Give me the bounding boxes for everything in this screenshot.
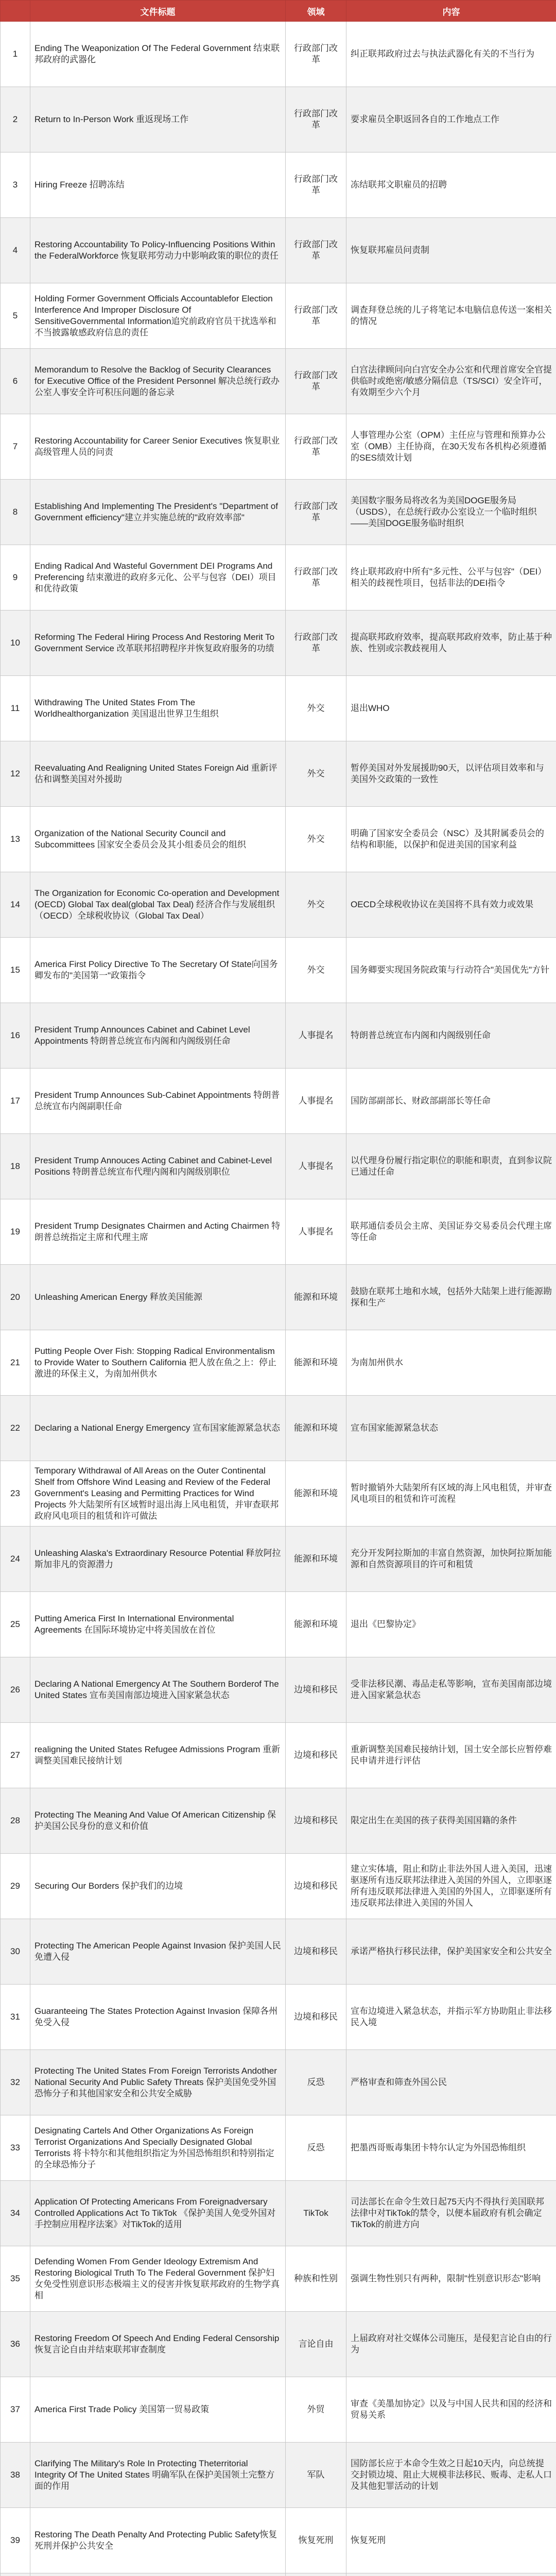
row-domain: 行政部门改革 (286, 545, 346, 611)
row-index: 31 (1, 1985, 30, 2050)
row-content: 建立实体墙，阻止和防止非法外国人进入美国，迅速驱逐所有违反联邦法律进入美国的外国人，立即驱逐所有违反联邦法律进入美国的外国人，立即驱逐所有违反联邦法律进入美国的外国人 (346, 1854, 556, 1919)
table-row (1, 1265, 556, 1330)
row-content: 要求雇员全职返回各自的工作地点工作 (346, 87, 556, 152)
row-domain: 外交 (286, 676, 346, 741)
row-index: 34 (1, 2181, 30, 2246)
row-index: 26 (1, 1657, 30, 1723)
table-row (1, 938, 556, 1003)
row-title: Unleashing American Energy 释放美国能源 (30, 1265, 286, 1330)
row-index: 25 (1, 1592, 30, 1657)
row-index: 30 (1, 1919, 30, 1985)
row-index: 9 (1, 545, 30, 611)
row-index: 12 (1, 741, 30, 807)
row-title (30, 2573, 286, 2576)
row-content: 调查拜登总统的儿子将笔记本电脑信息传送一案相关的情况 (346, 283, 556, 349)
table-row (1, 1657, 556, 1723)
row-content: 国务卿要实现国务院政策与行动符合"美国优先"方针 (346, 938, 556, 1003)
header-index (1, 1, 30, 22)
row-domain: 边境和移民 (286, 1854, 346, 1919)
row-domain: 外交 (286, 741, 346, 807)
row-domain: 能源和环境 (286, 1396, 346, 1461)
row-domain: 能源和环境 (286, 1265, 346, 1330)
table-row (1, 2246, 556, 2312)
row-content: 暂停美国对外发展援助90天，以评估项目效率和与美国外交政策的一致性 (346, 741, 556, 807)
row-title: Guaranteeing The States Protection Against Invasion 保障各州免受入侵 (30, 1985, 286, 2050)
row-title: Ending The Weaponization Of The Federal Government 结束联邦政府的武器化 (30, 22, 286, 87)
row-title: Temporary Withdrawal of All Areas on the Outer Continental Shelf from Offshore Wind Leasing and Review of the Federal Government's Leasing and Permitting Practices for Wind Projects 外大陆架所有区域暂时退出海上风电租赁，并审查联邦政府风电项目的租赁和许可做法 (30, 1461, 286, 1527)
row-domain: 边境和移民 (286, 1657, 346, 1723)
row-title: Restoring The Death Penalty And Protecting Public Safety恢复死刑并保护公共安全 (30, 2508, 286, 2573)
table-row (1, 1199, 556, 1265)
row-title: President Trump Announces Sub-Cabinet Appointments 特朗普总统宣布内阁副职任命 (30, 1069, 286, 1134)
row-domain: 外贸 (286, 2377, 346, 2443)
row-content: 以代理身份履行指定职位的职能和职责，直到参议院已通过任命 (346, 1134, 556, 1199)
row-content: 国防部长应于本命令生效之日起10天内，向总统提交封锁边境、阻止大规模非法移民、贩毒、走私人口及其他犯罪活动的计划 (346, 2443, 556, 2508)
row-content: 恢复死刑 (346, 2508, 556, 2573)
row-domain: 恢复死刑 (286, 2508, 346, 2573)
row-domain: 军队 (286, 2443, 346, 2508)
row-index: 38 (1, 2443, 30, 2508)
row-title: Withdrawing The United States From The Worldhealthorganization 美国退出世界卫生组织 (30, 676, 286, 741)
row-content: 重新调整美国难民接纳计划，国土安全部长应暂停难民申请并进行评估 (346, 1723, 556, 1788)
row-index: 20 (1, 1265, 30, 1330)
row-domain: 人事提名 (286, 1069, 346, 1134)
row-title: Protecting The American People Against Invasion 保护美国人民免遭入侵 (30, 1919, 286, 1985)
row-index: 3 (1, 152, 30, 218)
table-row (1, 2508, 556, 2573)
row-index: 24 (1, 1527, 30, 1592)
row-domain: 言论自由 (286, 2312, 346, 2377)
row-title: Return to In-Person Work 重返现场工作 (30, 87, 286, 152)
row-index: 27 (1, 1723, 30, 1788)
row-content: 恢复联邦雇员问责制 (346, 218, 556, 283)
row-index: 10 (1, 611, 30, 676)
row-domain: 行政部门改革 (286, 22, 346, 87)
row-title: The Organization for Economic Co-operation and Development (OECD) Global Tax deal(global Tax Deal) 经济合作与发展组织（OECD）全球税收协议（Global Tax Deal） (30, 872, 286, 938)
row-title: Declaring a National Energy Emergency 宣布国家能源紧急状态 (30, 1396, 286, 1461)
row-domain: 人事提名 (286, 1134, 346, 1199)
row-domain: 边境和移民 (286, 1788, 346, 1854)
row-title: Protecting The Meaning And Value Of American Citizenship 保护美国公民身份的意义和价值 (30, 1788, 286, 1854)
row-index: 13 (1, 807, 30, 872)
table-row (1, 218, 556, 283)
row-index: 23 (1, 1461, 30, 1527)
row-title: President Trump Annouces Acting Cabinet and Cabinet-Level Positions 特朗普总统宣布代理内阁和内阁级别职位 (30, 1134, 286, 1199)
row-content: 为南加州供水 (346, 1330, 556, 1396)
row-title: Putting America First In International Environmental Agreements 在国际环境协定中将美国放在首位 (30, 1592, 286, 1657)
row-domain: 能源和环境 (286, 1592, 346, 1657)
row-title: Memorandum to Resolve the Backlog of Security Clearances for Executive Office of the President Personnel 解决总统行政办公室人事安全许可积压问题的备忘录 (30, 349, 286, 414)
table-row (1, 1134, 556, 1199)
row-domain (286, 2573, 346, 2576)
table-row (1, 283, 556, 349)
row-content: 暂时撤销外大陆架所有区域的海上风电租赁，并审查风电项目的租赁和许可流程 (346, 1461, 556, 1527)
table-row (1, 1461, 556, 1527)
row-domain: 能源和环境 (286, 1330, 346, 1396)
row-index: 36 (1, 2312, 30, 2377)
row-title: Restoring Accountability To Policy-Influencing Positions Within the FederalWorkforce 恢复联邦劳动力中影响政策的职位的责任 (30, 218, 286, 283)
table-row (1, 1330, 556, 1396)
row-title: Putting People Over Fish: Stopping Radical Environmentalism to Provide Water to Southern California 把人放在鱼之上：停止激进的环保主义，为南加州供水 (30, 1330, 286, 1396)
row-domain: 能源和环境 (286, 1527, 346, 1592)
table-body (1, 22, 556, 2576)
row-index: 29 (1, 1854, 30, 1919)
row-index: 28 (1, 1788, 30, 1854)
row-index: 2 (1, 87, 30, 152)
row-content: 终止联邦政府中所有"多元性、公平与包容"（DEI）相关的歧视性项目，包括非法的DEI指令 (346, 545, 556, 611)
row-title: Application Of Protecting Americans From Foreignadversary Controlled Applications Act To TikTok 《保护美国人免受外国对手控制应用程序法案》对TikTok的适用 (30, 2181, 286, 2246)
table-row (1, 1919, 556, 1985)
row-content: 强调生物性别只有两种，限制"性别意识形态"影响 (346, 2246, 556, 2312)
row-content: 鼓励在联邦土地和水域，包括外大陆架上进行能源勘探和生产 (346, 1265, 556, 1330)
row-content (346, 2573, 556, 2576)
row-content: 冻结联邦文职雇员的招聘 (346, 152, 556, 218)
table-row (1, 545, 556, 611)
row-domain: 行政部门改革 (286, 218, 346, 283)
row-index: 1 (1, 22, 30, 87)
row-domain: 反恐 (286, 2050, 346, 2115)
row-domain: 外交 (286, 872, 346, 938)
table-row (1, 611, 556, 676)
row-title: Defending Women From Gender Ideology Extremism And Restoring Biological Truth To The Federal Government 保护妇女免受性别意识形态极端主义的侵害并恢复联邦政府的生物学真相 (30, 2246, 286, 2312)
row-title: Establishing And Implementing The President's "Department of Government efficiency"建立并实施总统的"政府效率部" (30, 480, 286, 545)
row-domain: 能源和环境 (286, 1461, 346, 1527)
table-header (1, 1, 556, 22)
row-title: America First Trade Policy 美国第一贸易政策 (30, 2377, 286, 2443)
row-title: Restoring Freedom Of Speech And Ending Federal Censorship 恢复言论自由并结束联邦审查制度 (30, 2312, 286, 2377)
row-title: Restoring Accountability for Career Senior Executives 恢复职业高级管理人员的问责 (30, 414, 286, 480)
row-domain: 人事提名 (286, 1003, 346, 1069)
row-domain: 行政部门改革 (286, 349, 346, 414)
row-index: 15 (1, 938, 30, 1003)
row-content: 限定出生在美国的孩子获得美国国籍的条件 (346, 1788, 556, 1854)
table-row (1, 152, 556, 218)
row-index: 39 (1, 2508, 30, 2573)
header-content: 内容 (346, 1, 556, 22)
row-index: 4 (1, 218, 30, 283)
table-row (1, 676, 556, 741)
row-content: 充分开发阿拉斯加的丰富自然资源，加快阿拉斯加能源和自然资源项目的许可和租赁 (346, 1527, 556, 1592)
row-content: 审查《美墨加协定》以及与中国人民共和国的经济和贸易关系 (346, 2377, 556, 2443)
row-title: Clarifying The Military's Role In Protecting Theterritorial Integrity Of The United States 明确军队在保护美国领土完整方面的作用 (30, 2443, 286, 2508)
table-row (1, 2115, 556, 2181)
row-content: 特朗普总统宣布内阁和内阁级别任命 (346, 1003, 556, 1069)
row-content: OECD全球税收协议在美国将不具有效力或效果 (346, 872, 556, 938)
row-domain: 行政部门改革 (286, 480, 346, 545)
row-title: Reevaluating And Realigning United States Foreign Aid 重新评估和调整美国对外援助 (30, 741, 286, 807)
row-content: 纠正联邦政府过去与执法武器化有关的不当行为 (346, 22, 556, 87)
row-index: 37 (1, 2377, 30, 2443)
table-row (1, 1854, 556, 1919)
row-index: 16 (1, 1003, 30, 1069)
table-row (1, 480, 556, 545)
row-title: realigning the United States Refugee Admissions Program 重新调整美国难民接纳计划 (30, 1723, 286, 1788)
table-row (1, 1723, 556, 1788)
table-row (1, 22, 556, 87)
row-domain: 外交 (286, 807, 346, 872)
table-row (1, 1527, 556, 1592)
row-domain: 行政部门改革 (286, 152, 346, 218)
header-title: 文件标题 (30, 1, 286, 22)
row-domain: 种族和性别 (286, 2246, 346, 2312)
table-row (1, 349, 556, 414)
row-content: 宣布边境进入紧急状态，并指示军方协助阻止非法移民入境 (346, 1985, 556, 2050)
table-row (1, 87, 556, 152)
row-title: America First Policy Directive To The Secretary Of State向国务卿发布的"美国第一"政策指令 (30, 938, 286, 1003)
row-title: Holding Former Government Officials Accountablefor Election Interference And Improper Disclosure Of SensitiveGovernmental Information追究前政府官员干扰选举和不当披露敏感政府信息的责任 (30, 283, 286, 349)
row-title: President Trump Announces Cabinet and Cabinet Level Appointments 特朗普总统宣布内阁和内阁级别任命 (30, 1003, 286, 1069)
row-content: 退出《巴黎协定》 (346, 1592, 556, 1657)
table-row (1, 2181, 556, 2246)
row-index: 5 (1, 283, 30, 349)
row-content: 司法部长在命令生效日起75天内不得执行美国联邦法律中对TikTok的禁令，以便本届政府有机会确定TikTok的前进方向 (346, 2181, 556, 2246)
table-row (1, 741, 556, 807)
row-content: 把墨西哥贩毒集团卡特尔认定为外国恐怖组织 (346, 2115, 556, 2181)
row-content: 白宫法律顾问向白宫安全办公室和代理首席安全官提供临时或绝密/敏感分隔信息（TS/SCI）安全许可，有效期至少六个月 (346, 349, 556, 414)
row-title: Hiring Freeze 招聘冻结 (30, 152, 286, 218)
row-index: 14 (1, 872, 30, 938)
table-row (1, 807, 556, 872)
row-domain: 边境和移民 (286, 1919, 346, 1985)
row-domain: 行政部门改革 (286, 87, 346, 152)
row-index: 6 (1, 349, 30, 414)
row-content: 明确了国家安全委员会（NSC）及其附属委员会的结构和职能，以保护和促进美国的国家利益 (346, 807, 556, 872)
row-content: 退出WHO (346, 676, 556, 741)
row-content: 承诺严格执行移民法律，保护美国家安全和公共安全 (346, 1919, 556, 1985)
row-title: Designating Cartels And Other Organizations As Foreign Terrorist Organizations And Specially Designated Global Terrorists 将卡特尔和其他组织指定为外国恐怖组织和特别指定的全球恐怖分子 (30, 2115, 286, 2181)
row-content: 国防部副部长、财政部副部长等任命 (346, 1069, 556, 1134)
row-title: Reforming The Federal Hiring Process And Restoring Merit To Government Service 改革联邦招聘程序并恢复政府服务的功绩 (30, 611, 286, 676)
row-content: 美国数字服务局将改名为美国DOGE服务局（USDS），在总统行政办公室设立一个临时组织——美国DOGE服务临时组织 (346, 480, 556, 545)
row-index: 19 (1, 1199, 30, 1265)
row-title: President Trump Designates Chairmen and Acting Chairmen 特朗普总统指定主席和代理主席 (30, 1199, 286, 1265)
header-domain: 领域 (286, 1, 346, 22)
row-index: 17 (1, 1069, 30, 1134)
row-title: Protecting The United States From Foreign Terrorists Andother National Security And Public Safety Threats 保护美国免受外国恐怖分子和其他国家安全和公共安全威胁 (30, 2050, 286, 2115)
table-row (1, 2443, 556, 2508)
table-row (1, 1069, 556, 1134)
row-content: 提高联邦政府效率，提高联邦政府效率，防止基于种族、性别或宗教歧视用人 (346, 611, 556, 676)
row-index (1, 2573, 30, 2576)
row-title: Ending Radical And Wasteful Government DEI Programs And Preferencing 结束激进的政府多元化、公平与包容（DEI）项目和优待政策 (30, 545, 286, 611)
row-index: 22 (1, 1396, 30, 1461)
row-domain: 人事提名 (286, 1199, 346, 1265)
table-row (1, 2573, 556, 2576)
table-row (1, 2377, 556, 2443)
table-row (1, 1592, 556, 1657)
row-domain: 行政部门改革 (286, 283, 346, 349)
row-content: 受非法移民潮、毒品走私等影响，宣布美国南部边境进入国家紧急状态 (346, 1657, 556, 1723)
table-row (1, 1788, 556, 1854)
row-content: 宣布国家能源紧急状态 (346, 1396, 556, 1461)
row-index: 8 (1, 480, 30, 545)
table-row (1, 1985, 556, 2050)
table-row (1, 1396, 556, 1461)
row-title: Unleashing Alaska's Extraordinary Resource Potential 释放阿拉斯加非凡的资源潜力 (30, 1527, 286, 1592)
row-index: 35 (1, 2246, 30, 2312)
row-index: 21 (1, 1330, 30, 1396)
table-row (1, 872, 556, 938)
row-index: 33 (1, 2115, 30, 2181)
row-domain: 边境和移民 (286, 1985, 346, 2050)
row-index: 11 (1, 676, 30, 741)
row-domain: 行政部门改革 (286, 414, 346, 480)
row-content: 联邦通信委员会主席、美国证券交易委员会代理主席等任命 (346, 1199, 556, 1265)
table-row (1, 2312, 556, 2377)
row-content: 严格审查和筛查外国公民 (346, 2050, 556, 2115)
row-content: 上届政府对社交媒体公司施压，是侵犯言论自由的行为 (346, 2312, 556, 2377)
row-domain: 边境和移民 (286, 1723, 346, 1788)
row-index: 32 (1, 2050, 30, 2115)
table-row (1, 2050, 556, 2115)
row-title: Organization of the National Security Council and Subcommittees 国家安全委员会及其小组委员会的组织 (30, 807, 286, 872)
row-domain: 反恐 (286, 2115, 346, 2181)
row-title: Declaring A National Emergency At The Southern Borderof The United States 宣布美国南部边境进入国家紧急状态 (30, 1657, 286, 1723)
row-domain: 行政部门改革 (286, 611, 346, 676)
table-row (1, 1003, 556, 1069)
row-domain: 外交 (286, 938, 346, 1003)
row-index: 18 (1, 1134, 30, 1199)
row-content: 人事管理办公室（OPM）主任应与管理和预算办公室（OMB）主任协商，在30天发布各机构必须遵循的SES绩效计划 (346, 414, 556, 480)
table-row (1, 414, 556, 480)
row-index: 7 (1, 414, 30, 480)
row-title: Securing Our Borders 保护我们的边境 (30, 1854, 286, 1919)
row-domain: TikTok (286, 2181, 346, 2246)
